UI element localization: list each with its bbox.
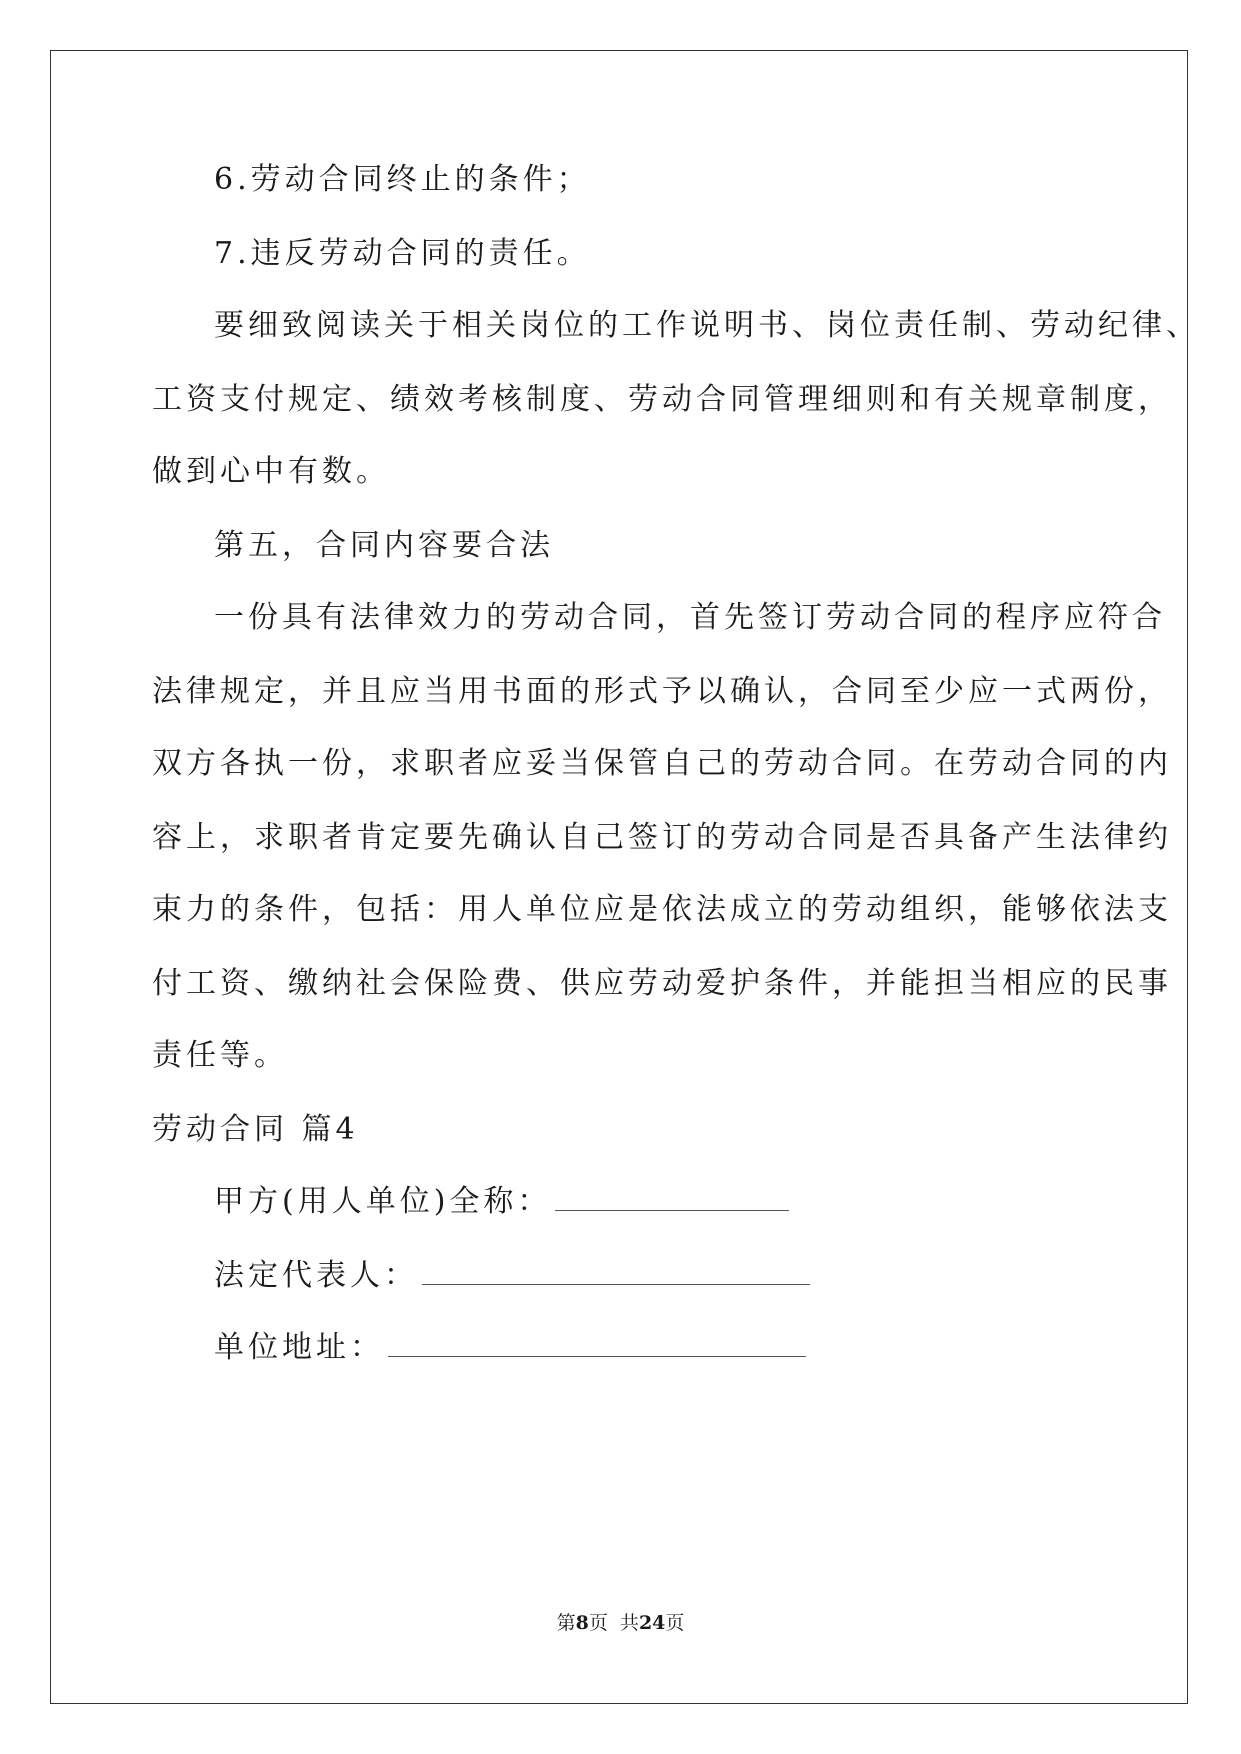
footer-mid: 页 共 bbox=[588, 1612, 639, 1634]
paragraph-line: 6.劳动合同终止的条件； bbox=[214, 162, 591, 197]
fill-blank[interactable] bbox=[388, 1330, 806, 1357]
paragraph-line: 工资支付规定、绩效考核制度、劳动合同管理细则和有关规章制度， bbox=[152, 382, 1172, 417]
total-pages-number: 24 bbox=[638, 1612, 666, 1634]
footer-suffix: 页 bbox=[665, 1612, 685, 1634]
section-heading: 第五，合同内容要合法 bbox=[214, 528, 554, 563]
fill-blank[interactable] bbox=[555, 1184, 789, 1211]
paragraph-line: 付工资、缴纳社会保险费、供应劳动爱护条件，并能担当相应的民事 bbox=[152, 966, 1172, 1001]
paragraph-line: 束力的条件，包括：用人单位应是依法成立的劳动组织，能够依法支 bbox=[152, 892, 1172, 927]
page-border bbox=[50, 50, 1188, 1704]
current-page-number: 8 bbox=[575, 1612, 589, 1634]
page-footer bbox=[0, 1608, 1241, 1635]
paragraph-line: 要细致阅读关于相关岗位的工作说明书、岗位责任制、劳动纪律、 bbox=[214, 308, 1200, 343]
field-address bbox=[214, 1328, 806, 1368]
paragraph-line: 7.违反劳动合同的责任。 bbox=[214, 236, 591, 271]
paragraph-line: 责任等。 bbox=[152, 1038, 288, 1073]
paragraph-line: 做到心中有数。 bbox=[152, 454, 390, 489]
field-label: 单位地址： bbox=[214, 1330, 384, 1365]
fill-blank[interactable] bbox=[422, 1258, 810, 1285]
paragraph-line: 双方各执一份，求职者应妥当保管自己的劳动合同。在劳动合同的内 bbox=[152, 746, 1172, 781]
footer-prefix: 第 bbox=[556, 1612, 576, 1634]
field-legal-representative bbox=[214, 1256, 810, 1296]
paragraph-line: 法律规定，并且应当用书面的形式予以确认，合同至少应一式两份， bbox=[152, 674, 1172, 709]
article-heading: 劳动合同 篇4 bbox=[152, 1112, 359, 1147]
field-party-a-name bbox=[214, 1182, 789, 1222]
paragraph-line: 容上，求职者肯定要先确认自己签订的劳动合同是否具备产生法律约 bbox=[152, 820, 1172, 855]
paragraph-line: 一份具有法律效力的劳动合同，首先签订劳动合同的程序应符合 bbox=[214, 600, 1166, 635]
field-label: 甲方(用人单位)全称： bbox=[214, 1184, 552, 1219]
field-label: 法定代表人： bbox=[214, 1258, 418, 1293]
